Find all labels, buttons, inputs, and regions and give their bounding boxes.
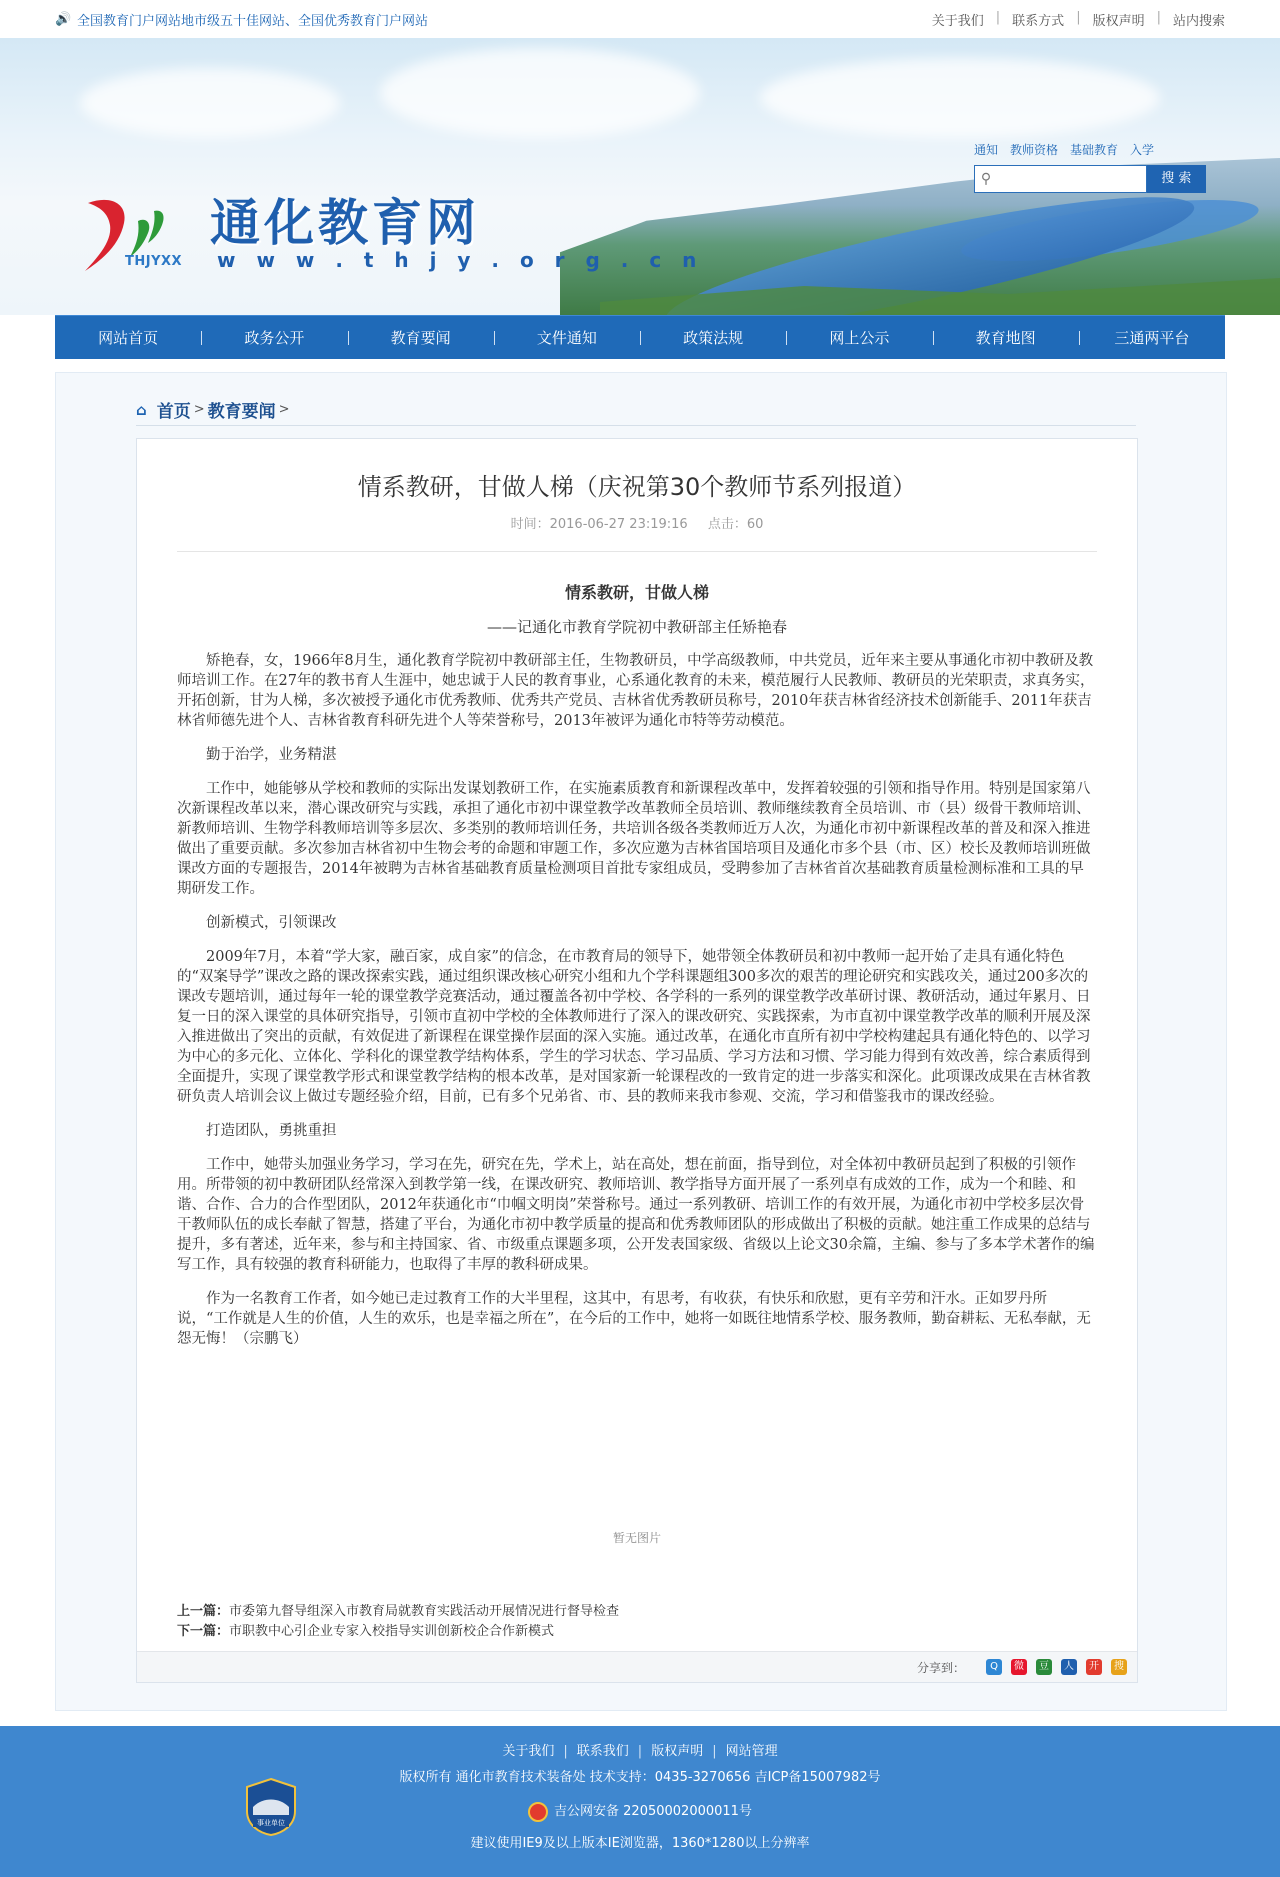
home-icon: ⌂ <box>136 400 147 419</box>
article-title: 情系教研，甘做人梯（庆祝第30个教师节系列报道） <box>357 473 917 501</box>
prev-next-links <box>177 1602 619 1642</box>
divider: | <box>563 1744 568 1759</box>
divider <box>136 425 1136 426</box>
article-panel <box>136 438 1138 1683</box>
search-box <box>974 165 1206 193</box>
site-url: w w w . t h j y . o r g . c n <box>217 248 704 272</box>
top-bar <box>0 0 1280 38</box>
search-button[interactable]: 搜 索 <box>1147 165 1206 193</box>
sohu-icon[interactable]: 搜 <box>1111 1659 1127 1675</box>
quick-link-notice[interactable]: 通知 <box>974 143 999 157</box>
divider: | <box>1156 10 1161 25</box>
site-notice <box>55 10 428 29</box>
breadcrumb-separator: > <box>193 402 205 417</box>
share-label: 分享到： <box>916 1661 965 1675</box>
top-link-search[interactable]: 站内搜索 <box>1172 14 1225 29</box>
breadcrumb <box>136 397 293 422</box>
kaixin-icon[interactable]: 开 <box>1086 1659 1102 1675</box>
badge-label: 事业单位 <box>257 1819 285 1827</box>
nav-item-policies[interactable]: 政策法规 <box>640 327 786 348</box>
breadcrumb-home[interactable]: 首页 <box>156 402 191 422</box>
police-badge-icon <box>528 1802 548 1822</box>
qzone-icon[interactable]: Q <box>986 1659 1002 1675</box>
footer-copyright: 版权所有 通化市教育技术装备处 技术支持：0435-3270656 吉ICP备15007982号 <box>399 1770 881 1785</box>
breadcrumb-separator: > <box>278 402 290 417</box>
article-subheading: ——记通化市教育学院初中教研部主任矫艳春 <box>486 618 787 636</box>
search-icon: ⚲ <box>980 171 992 187</box>
no-image-placeholder: 暂无图片 <box>612 1531 661 1545</box>
next-label: 下一篇： <box>177 1624 230 1639</box>
divider: | <box>1076 10 1081 25</box>
weibo-icon[interactable]: 微 <box>1011 1659 1027 1675</box>
breadcrumb-section[interactable]: 教育要闻 <box>207 402 276 422</box>
top-link-copyright[interactable]: 版权声明 <box>1092 14 1145 29</box>
next-article-link[interactable]: 市职教中心引企业专家入校指导实训创新校企合作新模式 <box>229 1624 555 1639</box>
nav-item-home[interactable]: 网站首页 <box>98 329 159 347</box>
share-bar <box>137 1651 1137 1682</box>
footer-link-copyright[interactable]: 版权声明 <box>651 1744 704 1759</box>
footer-link-admin[interactable]: 网站管理 <box>725 1744 778 1759</box>
police-record-text[interactable]: 吉公网安备 22050002000011号 <box>554 1804 752 1819</box>
article-paragraph: 矫艳春，女，1966年8月生，通化教育学院初中教研部主任，生物教研员，中学高级教师，中共党员，近年来主要从事通化市初中教研及教师培训工作。在27年的教书育人生涯中，她忠诚于人民的教育事业，心系通化教育的未来，模范履行人民教师、教研员的光荣职责，求真务实，开拓创新，甘为人梯，多次被授予通化市优秀教师、优秀共产党员、吉林省优秀教研员称号，2010年获吉林省经济技术创新能手、2011年获吉林省师德先进个人、吉林省教育科研先进个人等荣誉称号，2013年被评为通化市特等劳动模范。 <box>177 653 1095 729</box>
renren-icon[interactable]: 人 <box>1061 1659 1077 1675</box>
search-field <box>974 165 1147 193</box>
article-paragraph: 作为一名教育工作者，如今她已走过教育工作的大半里程，这其中，有思考，有收获，有快乐和欣慰，更有辛劳和汗水。正如罗丹所说，“工作就是人生的价值，人生的欢乐，也是幸福之所在”，在今后的工作中，她将一如既往地情系学校、服务教师，勤奋耕耘、无私奉献，无怨无悔！（宗鹏飞） <box>177 1291 1091 1347</box>
article-time: 时间：2016-06-27 23:19:16 <box>510 517 688 532</box>
footer-browser-tip: 建议使用IE9及以上版本IE浏览器，1360*1280以上分辨率 <box>470 1836 810 1851</box>
cloud-decoration <box>380 48 700 138</box>
divider <box>177 551 1097 552</box>
main-nav <box>55 315 1225 359</box>
top-link-about[interactable]: 关于我们 <box>931 14 984 29</box>
next-article <box>177 1622 619 1642</box>
quick-link-basic-edu[interactable]: 基础教育 <box>1070 143 1119 157</box>
article-paragraph: 2009年7月，本着“学大家，融百家，成自家”的信念，在市教育局的领导下，她带领全体教研员和初中教师一起开始了走具有通化特色的“双案导学”课改之路的课改探索实践，通过组织课改核心研究小组和九个学科课题组300多次的艰苦的理论研究和实践攻关，通过200多次的课改专题培训，通过每年一轮的课堂教学竞赛活动，通过覆盖各初中学校、各学科的一系列的课堂教学改革研讨课、教研活动，通过年累月、日复一日的深入课堂的具体研究指导，引领市直初中学校的全体教师进行了深入的课改研究、实践探索，为市直初中课堂教学改革的顺利开展及深入推进做出了突出的贡献，有效促进了新课程在课堂操作层面的深入实施。通过改革，在通化市直所有初中学校构建起具有通化特色的、以学习为中心的多元化、立体化、学科化的课堂教学结构体系，学生的学习状态、学习品质、学习方法和习惯、学习能力得到有效改善，综合素质得到全面提升，实现了课堂教学形式和课堂教学结构的根本改革，是对国家新一轮课程改的一致肯定的进一步落实和深化。此项课改成果在吉林省教研负责人培训会议上做过专题经验介绍，目前，已有多个兄弟省、市、县的教师来我市参观、交流，学习和借鉴我市的课改经验。 <box>177 949 1091 1105</box>
footer-links <box>0 1740 1280 1759</box>
main-content <box>55 372 1227 1711</box>
nav-item-gov-affairs[interactable]: 政务公开 <box>201 327 347 348</box>
article-paragraph: 工作中，她带头加强业务学习，学习在先，研究在先，学术上，站在高处，想在前面，指导到位，对全体初中教研员起到了积极的引领作用。所带领的初中教研团队经常深入到教学第一线，在课改研究、教师培训、教学指导方面开展了一系列卓有成效的工作，成为一个和睦、和谐、合作、合力的合作型团队，2012年获通化市“巾帼文明岗”荣誉称号。通过一系列教研、培训工作的有效开展，为通化市初中学校多层次骨干教师队伍的成长奉献了智慧，搭建了平台，为通化市初中教学质量的提高和优秀教师团队的形成做出了积极的贡献。她注重工作成果的总结与提升，多有著述，近年来，参与和主持国家、省、市级重点课题多项，公开发表国家级、省级以上论文30余篇，主编、参与了多本学术著作的编写工作，具有较强的教育科研能力，也取得了丰厚的教科研成果。 <box>177 1157 1095 1273</box>
divider: | <box>712 1744 717 1759</box>
footer-police-record <box>0 1800 1280 1822</box>
top-link-contact[interactable]: 联系方式 <box>1012 14 1065 29</box>
douban-icon[interactable]: 豆 <box>1036 1659 1052 1675</box>
cloud-decoration <box>80 68 340 138</box>
cloud-decoration <box>760 58 1160 138</box>
quick-links <box>974 141 1166 158</box>
quick-link-teacher-cert[interactable]: 教师资格 <box>1010 143 1059 157</box>
speaker-icon: 🔊 <box>55 11 72 27</box>
nav-item-edu-news[interactable]: 教育要闻 <box>348 327 494 348</box>
header-banner <box>0 38 1280 315</box>
prev-article-link[interactable]: 市委第九督导组深入市教育局就教育实践活动开展情况进行督导检查 <box>229 1604 620 1619</box>
search-input[interactable] <box>997 167 1141 191</box>
prev-label: 上一篇： <box>177 1604 230 1619</box>
nav-item-edu-map[interactable]: 教育地图 <box>933 327 1079 348</box>
article-body <box>177 569 1097 1349</box>
article-paragraph: 工作中，她能够从学校和教师的实际出发谋划教研工作，在实施素质教育和新课程改革中，发挥着较强的引领和指导作用。特别是国家第八次新课程改革以来，潜心课改研究与实践，承担了通化市初中课堂教学改革教师全员培训、教师继续教育全员培训、市（县）级骨干教师培训、新教师培训、生物学科教师培训等多层次、多类别的教师培训任务，共培训各级各类教师近万人次，为通化市初中新课程改革的普及和深入推进做出了重要贡献。多次参加吉林省初中生物会考的命题和审题工作，多次应邀为吉林省国培项目及通化市多个县（市、区）校长及教师培训班做课改方面的专题报告，2014年被聘为吉林省基础教育质量检测项目首批专家组成员，受聘参加了吉林省首次基础教育质量检测标准和工具的早期研发工作。 <box>177 781 1091 897</box>
quick-link-enrollment[interactable]: 入学 <box>1130 143 1155 157</box>
article-hits: 点击：60 <box>707 517 764 532</box>
share-icons <box>977 1659 1127 1675</box>
article-section-title: 创新模式，引领课改 <box>206 915 337 931</box>
divider: | <box>637 1744 643 1759</box>
article-heading: 情系教研，甘做人梯 <box>564 583 709 602</box>
site-title[interactable]: 通化教育网 <box>210 194 480 252</box>
nav-item-platform[interactable]: 三通两平台 <box>1079 327 1225 348</box>
article-section-title: 勤于治学，业务精湛 <box>206 747 337 763</box>
nav-item-public-notice[interactable]: 网上公示 <box>786 327 932 348</box>
nav-item-notices[interactable]: 文件通知 <box>494 327 640 348</box>
divider: | <box>995 10 1001 25</box>
logo-tag: THJYXX <box>125 254 183 269</box>
footer <box>0 1726 1280 1877</box>
footer-link-about[interactable]: 关于我们 <box>502 1744 555 1759</box>
article-meta <box>137 513 1137 532</box>
prev-article <box>177 1602 619 1622</box>
top-links <box>932 10 1225 29</box>
article-section-title: 打造团队，勇挑重担 <box>206 1123 337 1139</box>
site-notice-text[interactable]: 全国教育门户网站地市级五十佳网站、全国优秀教育门户网站 <box>77 14 429 29</box>
footer-link-contact[interactable]: 联系我们 <box>576 1744 629 1759</box>
